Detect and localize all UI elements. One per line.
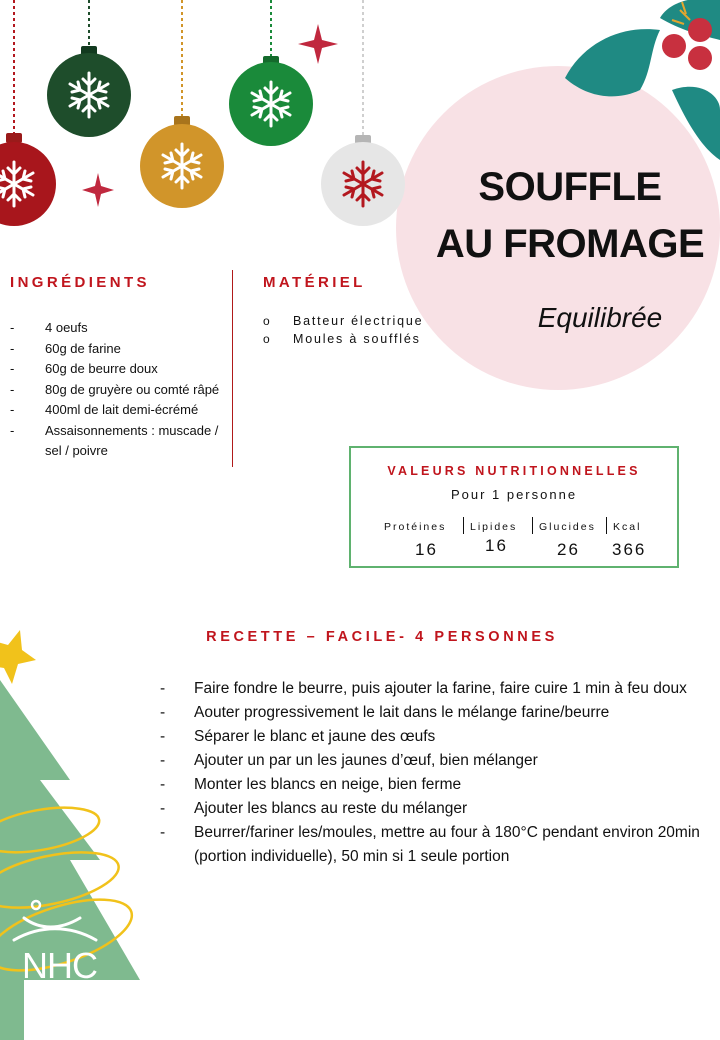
recipe-title-line1: SOUFFLE [478,165,662,209]
nutrition-per-serving: Pour 1 personne [450,487,578,502]
materiel-list [263,312,423,348]
nutrition-value-glucides: 26 [557,540,580,559]
ingredient-item: - 60g de beurre doux [10,359,235,380]
ornament-dark-green [47,46,131,137]
recette-step: - Monter les blancs en neige, bien ferme [160,773,700,797]
ornament-white [321,135,405,226]
nutrition-label-glucides: Glucides [539,521,596,533]
recipe-title-line2: AU FROMAGE [435,222,705,266]
ingredients-list [10,318,235,462]
nutrition-separator [606,517,607,534]
ornament-red [0,133,56,226]
ingredient-item: - 4 oeufs [10,318,235,339]
ingredient-item: - Assaisonnements : muscade / sel / poivre [10,421,235,462]
recipe-subtitle: Equilibrée [537,302,663,333]
recette-step: - Séparer le blanc et jaune des œufs [160,725,700,749]
nutrition-label-lipides: Lipides [470,521,518,533]
ornament-gold [140,116,224,208]
nutrition-value-kcal: 366 [612,540,647,559]
recette-heading: RECETTE – FACILE- 4 PERSONNES [206,629,558,645]
nutrition-separator [532,517,533,534]
ingredient-item: - 80g de gruyère ou comté râpé [10,380,235,401]
materiel-heading: MATÉRIEL [263,274,366,291]
column-divider [232,270,233,467]
nutrition-box [349,446,679,568]
recette-step: - Beurrer/fariner les/moules, mettre au four à 180°C pendant environ 20min (portion individuelle), 50 min si 1 seule portion [160,821,700,869]
recette-step: - Aouter progressivement le lait dans le mélange farine/beurre [160,701,700,725]
materiel-item: o Moules à soufflés [263,330,423,348]
ingredient-item: - 400ml de lait demi-écrémé [10,400,235,421]
ingredient-item: - 60g de farine [10,339,235,360]
recette-step: - Faire fondre le beurre, puis ajouter la farine, faire cuire 1 min à feu doux [160,677,700,701]
ornament-green [229,56,313,146]
nutrition-label-proteines: Protéines [384,521,447,533]
nhc-logo: NHC [22,945,97,986]
recette-steps [160,677,700,869]
ingredients-heading: INGRÉDIENTS [10,274,150,291]
nutrition-heading: VALEURS NUTRITIONNELLES [387,464,641,478]
nutrition-value-proteines: 16 [415,540,438,559]
recette-step: - Ajouter les blancs au reste du mélanger [160,797,700,821]
nutrition-label-kcal: Kcal [613,521,642,533]
nutrition-value-lipides: 16 [485,536,508,555]
recette-step: - Ajouter un par un les jaunes d’œuf, bien mélanger [160,749,700,773]
materiel-item: o Batteur électrique [263,312,423,330]
nutrition-separator [463,517,464,534]
